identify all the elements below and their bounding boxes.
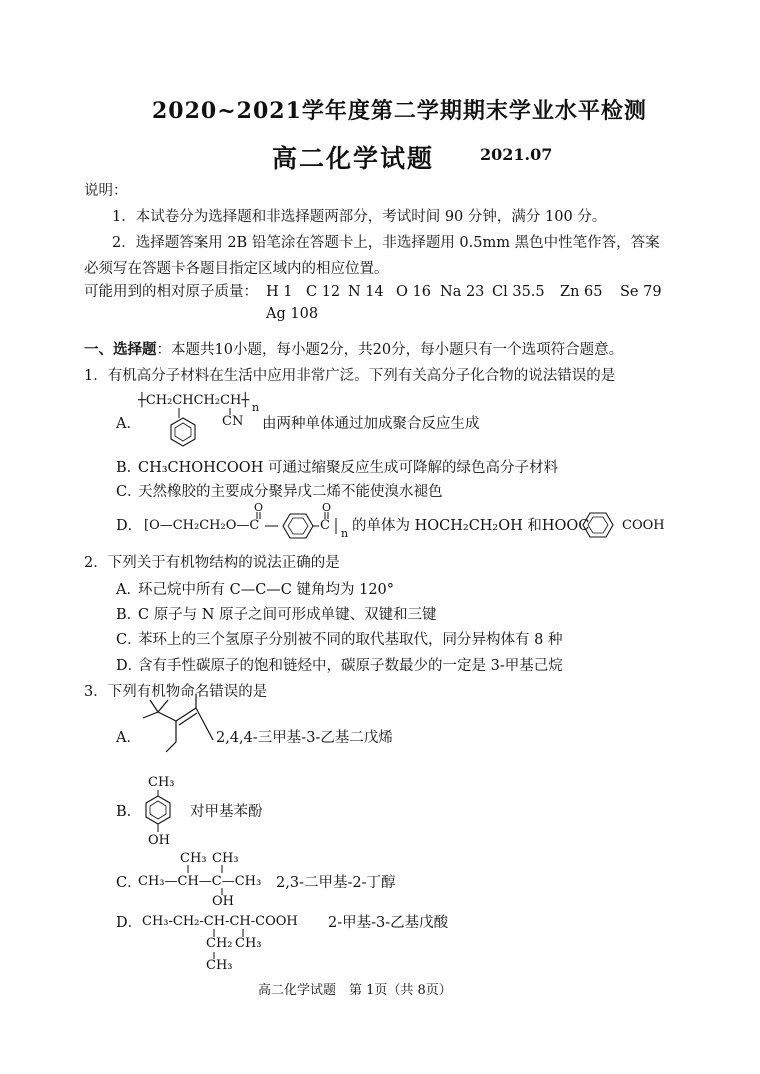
instruction-item: 1．本试卷分为选择题和非选择题两部分，考试时间 90 分钟，满分 100 分。	[112, 209, 607, 225]
option-label: A．	[116, 730, 141, 746]
page-footer: 高二化学试题 第 1页（共 8页）	[258, 983, 452, 998]
question-stem: 1．有机高分子材料在生活中应用非常广泛。下列有关高分子化合物的说法错误的是	[84, 368, 616, 384]
atomic-mass: N 14	[348, 284, 384, 300]
option-label: C．	[116, 875, 142, 891]
section-title: 一、选择题	[84, 341, 157, 358]
page-title: 2020~2021学年度第二学期期末学业水平检测	[152, 98, 647, 124]
ethyl-ch2: CH₂	[206, 936, 233, 951]
instruction-item: 必须写在答题卡各题目指定区域内的相应位置。	[84, 261, 389, 277]
hydroxyl-group: OH	[148, 833, 170, 848]
methyl-group: CH₃	[212, 851, 239, 866]
polyester-formula: [O—CH₂CH₂O—C	[144, 518, 260, 533]
ethyl-ch3: CH₃	[206, 958, 233, 973]
methyl-group: CH₃	[148, 775, 175, 790]
option-text: 2-甲基-3-乙基戊酸	[328, 915, 449, 931]
atomic-mass: Ag 108	[266, 306, 319, 322]
hydroxyl-group: OH	[212, 894, 234, 909]
option-text: 2,3-二甲基-2-丁醇	[276, 875, 396, 891]
question-stem: 3．下列有机物命名错误的是	[84, 684, 268, 700]
atomic-mass: Se 79	[620, 284, 662, 300]
option-label: B．	[116, 607, 142, 623]
atomic-mass: C 12	[306, 284, 341, 300]
option-label: D．	[116, 915, 143, 931]
option-label: B．	[116, 460, 142, 476]
instruction-item: 2．选择题答案用 2B 铅笔涂在答题卡上，非选择题用 0.5mm 黑色中性笔作答，答案	[112, 235, 660, 251]
option-label: A．	[116, 416, 141, 432]
carboxyl-group: COOH	[622, 518, 665, 533]
option-text: 2,4,4-三甲基-3-乙基二戊烯	[216, 730, 393, 746]
acid-main-chain: CH₃-CH₂-CH-CH-COOH	[142, 914, 298, 929]
polymer-formula: ┼CH₂CHCH₂CH┼	[138, 393, 250, 408]
option-text: 环己烷中所有 C—C—C 键角均为 120°	[138, 582, 395, 598]
methyl-group: CH₃	[235, 936, 262, 951]
option-text: 对甲基苯酚	[190, 804, 263, 820]
polymer-subscript-n: n	[252, 401, 260, 414]
atomic-mass: O 16	[396, 284, 431, 300]
option-label: D．	[116, 518, 143, 534]
option-label: C．	[116, 484, 142, 500]
methyl-group: CH₃	[180, 851, 207, 866]
option-text: CH₃CHOHCOOH 可通过缩聚反应生成可降解的绿色高分子材料	[138, 460, 558, 476]
option-text: 由两种单体通过加成聚合反应生成	[262, 416, 480, 432]
option-label: D．	[116, 658, 143, 674]
polymer-subscript-n: n	[341, 527, 349, 540]
option-label: C．	[116, 632, 142, 648]
option-text: 苯环上的三个氢原子分别被不同的取代基取代，同分异构体有 8 种	[138, 632, 563, 648]
option-label: A．	[116, 582, 141, 598]
atomic-mass: Na 23	[440, 284, 485, 300]
section-desc: ：本题共10小题，每小题2分，共20分，每小题只有一个选项符合题意。	[156, 342, 624, 358]
option-text: C 原子与 N 原子之间可形成单键、双键和三键	[138, 607, 437, 623]
cyano-group: CN	[222, 414, 244, 429]
atomic-mass: Zn 65	[560, 284, 603, 300]
option-text: 含有手性碳原子的饱和链烃中，碳原子数最少的一定是 3-甲基己烷	[138, 658, 563, 674]
atomic-mass: Cl 35.5	[492, 284, 545, 300]
carbonyl-oxygen: O	[322, 501, 332, 514]
instructions-label: 说明：	[84, 183, 128, 199]
exam-date: 2021.07	[480, 145, 553, 164]
option-label: B．	[116, 804, 142, 820]
carbonyl-oxygen: O	[254, 501, 264, 514]
carbonyl-carbon: C	[320, 518, 330, 533]
page-subtitle: 高二化学试题	[272, 144, 435, 173]
option-text: 的单体为 HOCH₂CH₂OH 和HOOC	[352, 518, 590, 534]
atomic-mass: H 1	[266, 284, 293, 300]
atomic-mass-label: 可能用到的相对原子质量：	[84, 284, 258, 300]
alcohol-main-chain: CH₃—CH—C—CH₃	[138, 874, 262, 889]
option-text: 天然橡胶的主要成分聚异戊二烯不能使溴水褪色	[138, 484, 443, 500]
question-stem: 2．下列关于有机物结构的说法正确的是	[84, 555, 340, 571]
